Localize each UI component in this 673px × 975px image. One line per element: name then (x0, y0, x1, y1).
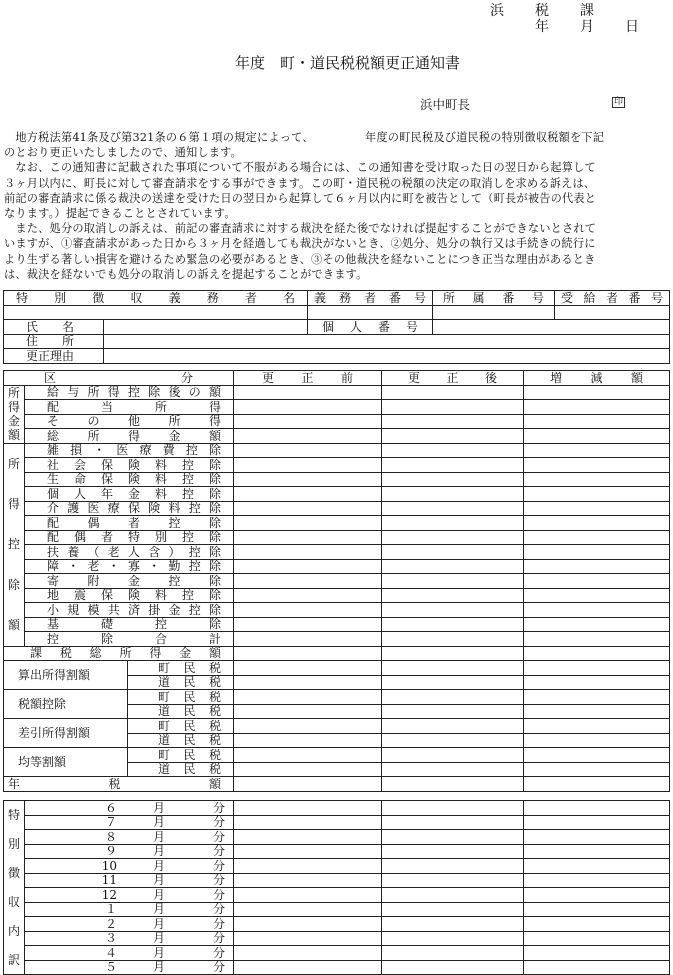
after-value-cell[interactable] (382, 414, 524, 429)
after-value-cell[interactable] (382, 902, 524, 917)
tax-correction-table (3, 370, 670, 792)
before-value-cell[interactable] (234, 559, 382, 574)
before-value-cell[interactable] (234, 704, 382, 719)
group-char: 徴 (7, 866, 20, 881)
before-value-cell[interactable] (234, 661, 382, 676)
before-value-cell[interactable] (234, 632, 382, 647)
deduction-row-label: 基礎控除 (25, 617, 234, 632)
notice-line: のとおり更正いたしましたので、通知します。 (4, 146, 243, 160)
before-value-cell[interactable] (234, 946, 382, 961)
month-unit: 月 (152, 815, 165, 830)
month-number: ７ (104, 815, 117, 830)
before-value-cell[interactable] (234, 516, 382, 531)
portion-unit: 分 (212, 800, 225, 815)
month-number: ８ (104, 829, 117, 844)
difference-value-cell[interactable] (524, 946, 670, 961)
month-number: 11 (101, 873, 117, 888)
difference-value-cell[interactable] (524, 917, 670, 932)
after-value-cell[interactable] (382, 762, 524, 777)
difference-value-cell[interactable] (524, 960, 670, 975)
after-value-cell[interactable] (382, 588, 524, 603)
reason-value[interactable] (104, 349, 670, 364)
month-label (25, 860, 233, 872)
month-number: 10 (101, 858, 117, 873)
after-value-cell[interactable] (382, 917, 524, 932)
month-label (25, 845, 233, 857)
before-value-cell[interactable] (234, 472, 382, 487)
group-char: 金 (7, 414, 20, 429)
annual-tax-label: 年税額 (4, 777, 234, 792)
difference-value-cell[interactable] (524, 443, 670, 458)
after-value-cell[interactable] (382, 777, 524, 792)
month-label (25, 918, 233, 930)
after-value-cell[interactable] (382, 458, 524, 473)
group-char: 除 (7, 577, 20, 592)
notice-line: また、処分の取消しの訴えは、前記の審査請求に対する裁決を経た後でなければ提起することができないとされて (4, 222, 597, 236)
portion-unit: 分 (212, 931, 225, 946)
after-value-cell[interactable] (382, 472, 524, 487)
employer-name-value[interactable] (4, 305, 308, 320)
month-label (25, 802, 233, 814)
group-char: 訳 (7, 952, 20, 967)
after-value-cell[interactable] (382, 931, 524, 946)
notice-line: いますが、①審査請求があった日から３ヶ月を経過しても裁決がないとき、②処分、処分の執行又は手続きの続行に (4, 237, 596, 251)
issuer-name: 浜中町長 (420, 97, 471, 112)
group-char: 所 (7, 456, 20, 471)
after-value-cell[interactable] (382, 859, 524, 874)
month-label (25, 889, 233, 901)
name-label: 氏 名 (4, 320, 104, 335)
month-unit: 月 (152, 916, 165, 931)
month-label (25, 961, 233, 973)
month-number: ６ (104, 800, 117, 815)
difference-value-cell[interactable] (524, 748, 670, 763)
before-header: 更正前 (234, 371, 382, 386)
income-row-label: 総所得金額 (25, 429, 234, 444)
month-label (25, 932, 233, 944)
after-value-cell[interactable] (382, 748, 524, 763)
notice-line: ３ヶ月以内に、町長に対して審査請求をする事ができます。この町・道民税の税額の決定の取消しを求める訴えは、 (4, 176, 596, 190)
after-value-cell[interactable] (382, 559, 524, 574)
after-header: 更正後 (382, 371, 524, 386)
notice-line: なお、この通知書に記載された事項について不服がある場合には、この通知書を受け取った日の翌日から起算して (4, 161, 596, 175)
difference-value-cell[interactable] (524, 830, 670, 845)
difference-value-cell[interactable] (524, 400, 670, 415)
group-char: 額 (7, 428, 20, 443)
after-value-cell[interactable] (382, 675, 524, 690)
before-value-cell[interactable] (234, 458, 382, 473)
page-title: 年度 町・道民税税額更正通知書 (235, 54, 461, 72)
difference-value-cell[interactable] (524, 559, 670, 574)
difference-value-cell[interactable] (524, 472, 670, 487)
reason-label: 更正理由 (4, 349, 104, 364)
month-number: １ (104, 902, 117, 917)
before-value-cell[interactable] (234, 917, 382, 932)
difference-value-cell[interactable] (524, 458, 670, 473)
before-value-cell[interactable] (234, 777, 382, 792)
before-value-cell[interactable] (234, 414, 382, 429)
month-label (25, 903, 233, 915)
after-value-cell[interactable] (382, 888, 524, 903)
after-value-cell[interactable] (382, 719, 524, 734)
tax-office-label: 浜 税 課 (490, 3, 595, 19)
month-unit: 月 (152, 960, 165, 975)
monthly-group-label (4, 801, 25, 975)
after-value-cell[interactable] (382, 574, 524, 589)
before-value-cell[interactable] (234, 719, 382, 734)
difference-value-cell[interactable] (524, 487, 670, 502)
obligor-number-header: 義務者番号 (308, 291, 433, 306)
after-value-cell[interactable] (382, 632, 524, 647)
town-tax-label: 町民税 (128, 661, 234, 676)
difference-value-cell[interactable] (524, 801, 670, 816)
portion-unit: 分 (212, 815, 225, 830)
deduction-row-label: 障・老・寡・勤控除 (25, 559, 234, 574)
personal-number-value[interactable] (433, 320, 670, 335)
month-number: ３ (104, 931, 117, 946)
before-value-cell[interactable] (234, 815, 382, 830)
group-char: 得 (7, 399, 20, 414)
after-value-cell[interactable] (382, 733, 524, 748)
after-value-cell[interactable] (382, 545, 524, 560)
difference-value-cell[interactable] (524, 873, 670, 888)
deduction-row-label: 個人年金料控除 (25, 487, 234, 502)
before-value-cell[interactable] (234, 545, 382, 560)
month-label (25, 874, 233, 886)
after-value-cell[interactable] (382, 690, 524, 705)
month-number: ５ (104, 960, 117, 975)
difference-value-cell[interactable] (524, 646, 670, 661)
after-value-cell[interactable] (382, 661, 524, 676)
before-value-cell[interactable] (234, 487, 382, 502)
month-unit: 月 (152, 902, 165, 917)
before-value-cell[interactable] (234, 888, 382, 903)
group-char: 額 (7, 618, 20, 633)
income-group-label-chars (4, 386, 24, 443)
before-value-cell[interactable] (234, 443, 382, 458)
notice-line: は、裁決を経ないでも処分の取消しの訴えを提起することができます。 (4, 267, 368, 281)
deduction-group-label (4, 443, 25, 646)
month-unit: 月 (152, 931, 165, 946)
split-row-label: 税額控除 (4, 690, 128, 719)
prefecture-tax-label: 道民税 (128, 762, 234, 777)
deduction-row-label: 配偶者控除 (25, 516, 234, 531)
notice-line: 前記の審査請求に係る裁決の送達を受けた日の翌日から起算して６ヶ月以内に町を被告として（町長が被告の代表と (4, 191, 597, 205)
after-value-cell[interactable] (382, 487, 524, 502)
difference-value-cell[interactable] (524, 704, 670, 719)
income-row-label: その他所得 (25, 414, 234, 429)
split-row-label: 差引所得割額 (4, 719, 128, 748)
income-row-label: 給与所得控除後の額 (25, 385, 234, 400)
month-label-cell (25, 830, 234, 845)
month-label-cell (25, 873, 234, 888)
before-value-cell[interactable] (234, 873, 382, 888)
difference-value-cell[interactable] (524, 414, 670, 429)
deduction-row-label: 生命保険料控除 (25, 472, 234, 487)
after-value-cell[interactable] (382, 873, 524, 888)
difference-value-cell[interactable] (524, 429, 670, 444)
group-char: 別 (7, 837, 20, 852)
deduction-row-label: 社会保険料控除 (25, 458, 234, 473)
portion-unit: 分 (212, 858, 225, 873)
difference-value-cell[interactable] (524, 661, 670, 676)
difference-value-cell[interactable] (524, 574, 670, 589)
after-value-cell[interactable] (382, 400, 524, 415)
difference-value-cell[interactable] (524, 733, 670, 748)
after-value-cell[interactable] (382, 429, 524, 444)
difference-value-cell[interactable] (524, 675, 670, 690)
month-label-cell (25, 917, 234, 932)
deduction-row-label: 配偶者特別控除 (25, 530, 234, 545)
before-value-cell[interactable] (234, 588, 382, 603)
month-label-cell (25, 931, 234, 946)
deduction-row-label: 小規模共済掛金控除 (25, 603, 234, 618)
after-value-cell[interactable] (382, 617, 524, 632)
affiliation-number-value[interactable] (433, 305, 555, 320)
difference-value-cell[interactable] (524, 719, 670, 734)
portion-unit: 分 (212, 873, 225, 888)
after-value-cell[interactable] (382, 844, 524, 859)
month-label-cell (25, 888, 234, 903)
month-unit: 月 (152, 800, 165, 815)
before-value-cell[interactable] (234, 801, 382, 816)
notice-body (4, 130, 669, 282)
after-value-cell[interactable] (382, 603, 524, 618)
month-unit: 月 (152, 844, 165, 859)
deduction-row-label: 介護医療保険料控除 (25, 501, 234, 516)
difference-value-cell[interactable] (524, 516, 670, 531)
town-tax-label: 町民税 (128, 748, 234, 763)
before-value-cell[interactable] (234, 530, 382, 545)
difference-value-cell[interactable] (524, 762, 670, 777)
after-value-cell[interactable] (382, 530, 524, 545)
before-value-cell[interactable] (234, 844, 382, 859)
after-value-cell[interactable] (382, 385, 524, 400)
town-tax-label: 町民税 (128, 719, 234, 734)
difference-value-cell[interactable] (524, 690, 670, 705)
income-row-label: 配当所得 (25, 400, 234, 415)
before-value-cell[interactable] (234, 646, 382, 661)
difference-value-cell[interactable] (524, 530, 670, 545)
portion-unit: 分 (212, 902, 225, 917)
prefecture-tax-label: 道民税 (128, 704, 234, 719)
notice-line: 地方税法第41条及び第321条の６第１項の規定によって、 年度の町民税及び道民税の特別徴収税額を下記 (4, 131, 605, 144)
split-row-label: 算出所得割額 (4, 661, 128, 690)
after-value-cell[interactable] (382, 815, 524, 830)
month-unit: 月 (152, 858, 165, 873)
month-label (25, 947, 233, 959)
notice-line: より生ずる著しい損害を避けるため緊急の必要があるとき、③その他裁決を経ないことにつき正当な理由があるとき (4, 252, 596, 266)
before-value-cell[interactable] (234, 385, 382, 400)
recipient-number-value[interactable] (555, 305, 670, 320)
before-value-cell[interactable] (234, 617, 382, 632)
taxable-income-label: 課税総所得金額 (4, 646, 234, 661)
deduction-row-label: 地震保険料控除 (25, 588, 234, 603)
address-value[interactable] (104, 334, 670, 349)
group-char: 得 (7, 497, 20, 512)
month-label-cell (25, 960, 234, 975)
month-label-cell (25, 815, 234, 830)
monthly-breakdown-table (3, 800, 670, 975)
monthly-group-label-chars (4, 801, 24, 974)
month-number: ９ (104, 844, 117, 859)
seal-mark: 印 (614, 97, 624, 107)
income-group-label (4, 385, 25, 443)
difference-value-cell[interactable] (524, 545, 670, 560)
difference-value-cell[interactable] (524, 588, 670, 603)
after-value-cell[interactable] (382, 646, 524, 661)
difference-header: 増減額 (524, 371, 670, 386)
deduction-row-label: 控除合計 (25, 632, 234, 647)
personal-number-label: 個人番号 (308, 320, 433, 335)
month-label (25, 831, 233, 843)
before-value-cell[interactable] (234, 501, 382, 516)
before-value-cell[interactable] (234, 429, 382, 444)
month-number: ２ (104, 916, 117, 931)
month-number: 12 (101, 887, 117, 902)
affiliation-number-header: 所属番号 (433, 291, 555, 306)
difference-value-cell[interactable] (524, 501, 670, 516)
town-tax-label: 町民税 (128, 690, 234, 705)
group-char: 内 (7, 923, 20, 938)
before-value-cell[interactable] (234, 931, 382, 946)
deduction-row-label: 寄附金控除 (25, 574, 234, 589)
name-value[interactable] (104, 320, 308, 335)
month-label-cell (25, 902, 234, 917)
after-value-cell[interactable] (382, 443, 524, 458)
deduction-row-label: 扶養（老人含）控除 (25, 545, 234, 560)
month-label (25, 816, 233, 828)
difference-value-cell[interactable] (524, 617, 670, 632)
before-value-cell[interactable] (234, 400, 382, 415)
after-value-cell[interactable] (382, 704, 524, 719)
after-value-cell[interactable] (382, 501, 524, 516)
after-value-cell[interactable] (382, 946, 524, 961)
difference-value-cell[interactable] (524, 385, 670, 400)
difference-value-cell[interactable] (524, 777, 670, 792)
after-value-cell[interactable] (382, 830, 524, 845)
group-char: 所 (7, 385, 20, 400)
difference-value-cell[interactable] (524, 902, 670, 917)
category-header: 区分 (4, 371, 234, 386)
deduction-group-label-chars (4, 444, 24, 646)
before-value-cell[interactable] (234, 675, 382, 690)
before-value-cell[interactable] (234, 690, 382, 705)
portion-unit: 分 (212, 916, 225, 931)
date-field: 年 月 日 (535, 19, 640, 35)
month-number: ４ (104, 945, 117, 960)
after-value-cell[interactable] (382, 960, 524, 975)
difference-value-cell[interactable] (524, 859, 670, 874)
month-unit: 月 (152, 873, 165, 888)
obligor-number-value[interactable] (308, 305, 433, 320)
month-label-cell (25, 801, 234, 816)
group-char: 収 (7, 894, 20, 909)
before-value-cell[interactable] (234, 748, 382, 763)
group-char: 控 (7, 537, 20, 552)
month-label-cell (25, 946, 234, 961)
difference-value-cell[interactable] (524, 888, 670, 903)
after-value-cell[interactable] (382, 801, 524, 816)
before-value-cell[interactable] (234, 830, 382, 845)
deduction-row-label: 雑損・医療費控除 (25, 443, 234, 458)
before-value-cell[interactable] (234, 733, 382, 748)
address-label: 住 所 (4, 334, 104, 349)
month-label-cell (25, 844, 234, 859)
notice-line: なります。）提起できることとされています。 (4, 207, 236, 221)
group-char: 特 (7, 808, 20, 823)
month-unit: 月 (152, 887, 165, 902)
portion-unit: 分 (212, 829, 225, 844)
month-label-cell (25, 859, 234, 874)
month-unit: 月 (152, 829, 165, 844)
recipient-number-header: 受給者番号 (555, 291, 670, 306)
difference-value-cell[interactable] (524, 844, 670, 859)
before-value-cell[interactable] (234, 859, 382, 874)
difference-value-cell[interactable] (524, 931, 670, 946)
split-row-label: 均等割額 (4, 748, 128, 777)
taxpayer-info-table (3, 290, 670, 364)
month-unit: 月 (152, 945, 165, 960)
before-value-cell[interactable] (234, 762, 382, 777)
portion-unit: 分 (212, 945, 225, 960)
before-value-cell[interactable] (234, 574, 382, 589)
difference-value-cell[interactable] (524, 815, 670, 830)
difference-value-cell[interactable] (524, 632, 670, 647)
after-value-cell[interactable] (382, 516, 524, 531)
before-value-cell[interactable] (234, 603, 382, 618)
employer-name-header: 特別徴収義務者名 (4, 291, 308, 306)
difference-value-cell[interactable] (524, 603, 670, 618)
prefecture-tax-label: 道民税 (128, 733, 234, 748)
portion-unit: 分 (212, 960, 225, 975)
portion-unit: 分 (212, 887, 225, 902)
before-value-cell[interactable] (234, 960, 382, 975)
portion-unit: 分 (212, 844, 225, 859)
prefecture-tax-label: 道民税 (128, 675, 234, 690)
before-value-cell[interactable] (234, 902, 382, 917)
